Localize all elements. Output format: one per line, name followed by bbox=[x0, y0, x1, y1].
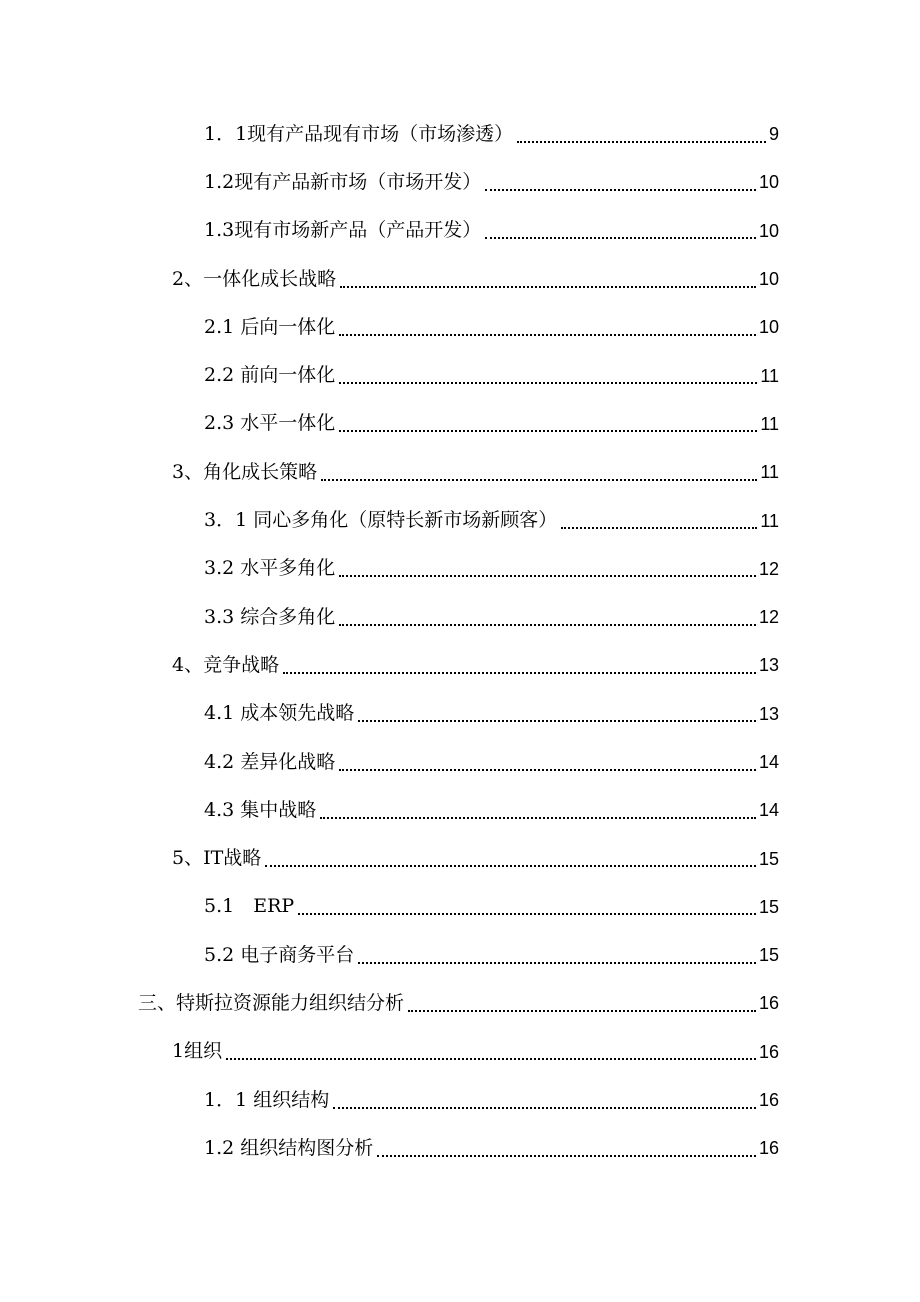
toc-entry-page: 11 bbox=[760, 365, 779, 386]
toc-entry[interactable] bbox=[0, 207, 920, 255]
toc-dot-leader bbox=[485, 218, 756, 239]
toc-entry-page: 13 bbox=[758, 703, 779, 724]
toc-entry-page: 16 bbox=[758, 1041, 779, 1062]
toc-entry-page: 11 bbox=[760, 413, 779, 434]
toc-entry[interactable] bbox=[0, 303, 920, 351]
toc-entry-page: 14 bbox=[758, 800, 779, 821]
toc-entry-page: 11 bbox=[760, 510, 779, 531]
toc-entry[interactable] bbox=[0, 1124, 920, 1172]
toc-entry-title: 1.2现有产品新市场（市场开发） bbox=[204, 170, 482, 193]
toc-entry-title: 2.1 后向一体化 bbox=[204, 315, 336, 338]
toc-entry-title: 1.2 组织结构图分析 bbox=[204, 1136, 374, 1159]
toc-entry[interactable] bbox=[0, 1076, 920, 1124]
toc-entry-title: 3.2 水平多角化 bbox=[204, 557, 336, 580]
toc-entry-title: 2.2 前向一体化 bbox=[204, 364, 336, 387]
toc-dot-leader bbox=[339, 411, 757, 432]
toc-dot-leader bbox=[226, 1039, 756, 1060]
toc-dot-leader bbox=[265, 846, 756, 867]
toc-entry-title: 2.3 水平一体化 bbox=[204, 412, 336, 435]
toc-entry[interactable] bbox=[0, 255, 920, 303]
toc-entry-title: 4.3 集中战略 bbox=[204, 798, 317, 821]
toc-entry-page: 16 bbox=[758, 1138, 779, 1159]
toc-entry-page: 11 bbox=[760, 462, 779, 483]
toc-entry-page: 16 bbox=[758, 993, 779, 1014]
toc-entry[interactable] bbox=[0, 834, 920, 882]
toc-entry-page: 10 bbox=[758, 220, 779, 241]
toc-dot-leader bbox=[333, 1088, 756, 1109]
toc-dot-leader bbox=[298, 894, 756, 915]
toc-entry-page: 12 bbox=[758, 558, 779, 579]
toc-dot-leader bbox=[561, 508, 757, 529]
toc-entry-page: 13 bbox=[758, 655, 779, 676]
toc-entry-page: 15 bbox=[758, 848, 779, 869]
toc-entry-title: 1.3现有市场新产品（产品开发） bbox=[204, 219, 482, 242]
toc-dot-leader bbox=[339, 605, 756, 626]
toc-entry[interactable] bbox=[0, 979, 920, 1027]
toc-entry[interactable] bbox=[0, 110, 920, 158]
toc-entry-page: 10 bbox=[758, 317, 779, 338]
toc-dot-leader bbox=[517, 122, 766, 143]
toc-entry-page: 16 bbox=[758, 1090, 779, 1111]
toc-entry-title: 3．1 同心多角化（原特长新市场新顾客） bbox=[204, 509, 558, 532]
toc-dot-leader bbox=[283, 653, 756, 674]
toc-entry[interactable] bbox=[0, 448, 920, 496]
toc-entry[interactable] bbox=[0, 690, 920, 738]
toc-entry-title: 3、角化成长策略 bbox=[172, 460, 318, 483]
toc-entry[interactable] bbox=[0, 158, 920, 206]
toc-dot-leader bbox=[339, 315, 756, 336]
toc-entry-title: 2、一体化成长战略 bbox=[172, 267, 337, 290]
toc-dot-leader bbox=[321, 460, 757, 481]
toc-entry[interactable] bbox=[0, 641, 920, 689]
toc-entry-title: 5.1 ERP bbox=[204, 895, 295, 918]
toc-dot-leader bbox=[339, 556, 756, 577]
toc-dot-leader bbox=[358, 943, 756, 964]
toc-entry-page: 15 bbox=[758, 945, 779, 966]
toc-entry-title: 1．1 组织结构 bbox=[204, 1088, 330, 1111]
toc-entry[interactable] bbox=[0, 786, 920, 834]
toc-entry[interactable] bbox=[0, 545, 920, 593]
toc-entry-title: 三、特斯拉资源能力组织结分析 bbox=[138, 991, 405, 1014]
toc-entry[interactable] bbox=[0, 931, 920, 979]
toc-entry[interactable] bbox=[0, 496, 920, 544]
toc-entry-page: 12 bbox=[758, 607, 779, 628]
toc-dot-leader bbox=[339, 750, 756, 771]
toc-entry-page: 14 bbox=[758, 752, 779, 772]
toc-entry-title: 4.2 差异化战略 bbox=[204, 750, 336, 773]
toc-entry-title: 3.3 综合多角化 bbox=[204, 605, 336, 628]
toc-entry-title: 1．1现有产品现有市场（市场渗透） bbox=[204, 122, 514, 145]
toc-entry-title: 4.1 成本领先战略 bbox=[204, 702, 355, 725]
toc-dot-leader bbox=[358, 701, 756, 722]
toc-dot-leader bbox=[377, 1136, 756, 1157]
toc-entry-page: 9 bbox=[768, 124, 779, 145]
toc-entry-title: 4、竞争战略 bbox=[172, 653, 280, 676]
toc-entry[interactable] bbox=[0, 351, 920, 399]
toc-entry-title: 5.2 电子商务平台 bbox=[204, 943, 355, 966]
toc-entry[interactable] bbox=[0, 883, 920, 931]
toc-entry-page: 10 bbox=[758, 269, 779, 290]
toc-entry[interactable] bbox=[0, 1028, 920, 1076]
toc-entry[interactable] bbox=[0, 400, 920, 448]
toc-dot-leader bbox=[339, 363, 757, 384]
toc-entry[interactable] bbox=[0, 593, 920, 641]
toc-entry-page: 15 bbox=[758, 896, 779, 917]
toc-dot-leader bbox=[340, 267, 756, 288]
toc-entry-page: 10 bbox=[758, 172, 779, 193]
toc-dot-leader bbox=[320, 798, 756, 819]
table-of-contents bbox=[0, 110, 920, 1173]
toc-entry-title: 5、IT战略 bbox=[172, 847, 262, 870]
toc-dot-leader bbox=[485, 170, 756, 191]
toc-entry[interactable] bbox=[0, 738, 920, 786]
toc-dot-leader bbox=[408, 991, 756, 1012]
toc-entry-title: 1组织 bbox=[172, 1040, 223, 1063]
